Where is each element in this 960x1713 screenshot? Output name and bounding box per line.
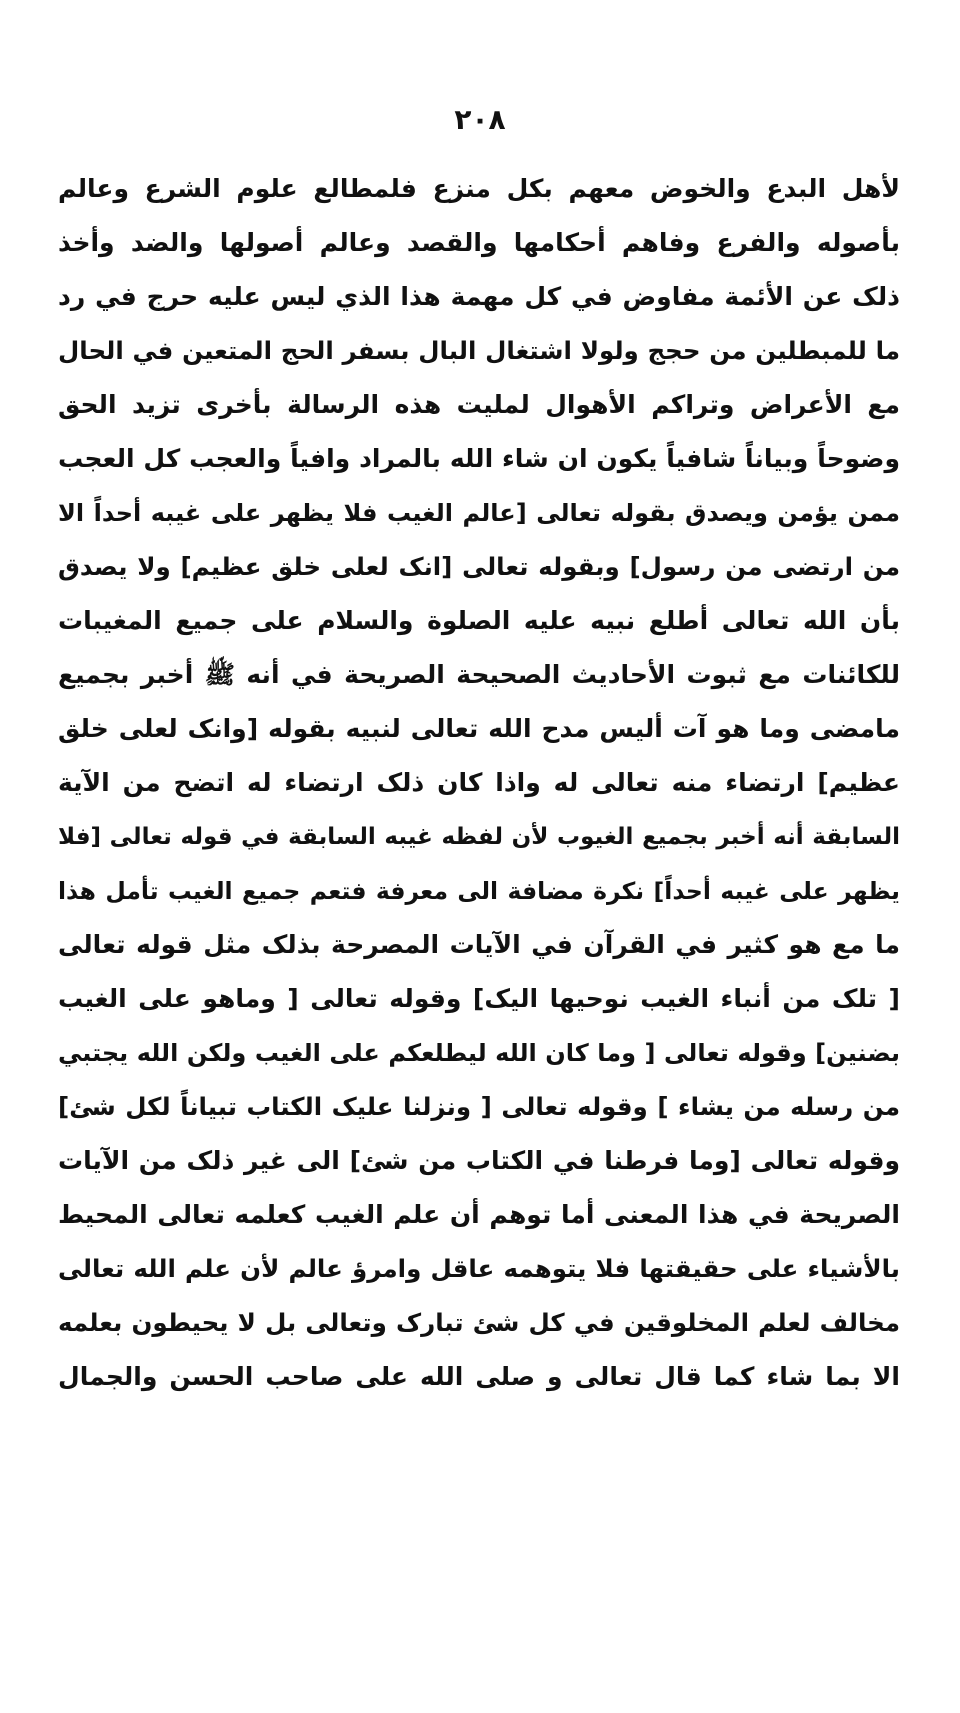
- text-line: عظيم] ارتضاء منه تعالى له واذا كان ذلک ارتضاء له اتضح من الآية: [58, 768, 900, 797]
- text-line: ذلک عن الأئمة مفاوض في كل مهمة هذا الذي ليس عليه حرج في رد: [58, 282, 900, 311]
- text-line: ممن يؤمن ويصدق بقوله تعالى [عالم الغيب فلا يظهر على غيبه أحداً الا: [58, 499, 900, 527]
- text-line: بأصوله والفرع وفاهم أحكامها والقصد وعالم أصولها والضد وأخذ: [58, 228, 900, 257]
- text-line: للكائنات مع ثبوت الأحاديث الصحيحة الصريحة في أنه ﷺ أخبر بجميع: [58, 660, 900, 689]
- text-line: يظهر على غيبه أحداً] نكرة مضافة الى معرفة فتعم جميع الغيب تأمل هذا: [58, 877, 900, 905]
- text-line: وقوله تعالى [وما فرطنا في الكتاب من شئ] الى غير ذلک من الآيات: [58, 1146, 900, 1175]
- page-number: ۲۰۸: [454, 103, 506, 136]
- body-text: [58, 162, 900, 1404]
- text-line: ما للمبطلين من حجج ولولا اشتغال البال بسفر الحج المتعين في الحال: [58, 336, 900, 365]
- text-line: من ارتضى من رسول] وبقوله تعالى [انک لعلى خلق عظيم] ولا يصدق: [58, 552, 900, 581]
- text-line: لأهل البدع والخوض معهم بكل منزع فلمطالع علوم الشرع وعالم: [58, 174, 900, 203]
- text-line: [ تلک من أنباء الغيب نوحيها اليک] وقوله تعالى [ وماهو على الغيب: [58, 984, 900, 1013]
- text-line: الا بما شاء كما قال تعالى و صلى الله على صاحب الحسن والجمال: [58, 1362, 900, 1391]
- text-line: ما مع هو كثير في القرآن في الآيات المصرحة بذلک مثل قوله تعالى: [58, 930, 900, 959]
- text-line: بضنين] وقوله تعالى [ وما كان الله ليطلعكم على الغيب ولكن الله يجتبي: [58, 1039, 900, 1067]
- text-line: بأن الله تعالى أطلع نبيه عليه الصلوة والسلام على جميع المغيبات: [58, 606, 900, 635]
- text-line: من رسله من يشاء ] وقوله تعالى [ ونزلنا عليک الكتاب تبياناً لكل شئ]: [58, 1092, 900, 1121]
- text-line: مامضى وما هو آت أليس مدح الله تعالى لنبيه بقوله [وانک لعلى خلق: [58, 714, 900, 743]
- text-line: بالأشياء على حقيقتها فلا يتوهمه عاقل وامرؤ عالم لأن علم الله تعالى: [58, 1254, 900, 1283]
- text-line: وضوحاً وبياناً شافياً يكون ان شاء الله بالمراد وافياً والعجب كل العجب: [58, 444, 900, 473]
- text-line: مخالف لعلم المخلوقين في كل شئ تبارک وتعالى بل لا يحيطون بعلمه: [58, 1308, 900, 1337]
- text-line: مع الأعراض وتراكم الأهوال لمليت هذه الرسالة بأخرى تزيد الحق: [58, 390, 900, 419]
- text-line: الصريحة في هذا المعنى أما توهم أن علم الغيب كعلمه تعالى المحيط: [58, 1200, 900, 1229]
- text-line: السابقة أنه أخبر بجميع الغيوب لأن لفظه غيبه السابقة في قوله تعالى [فلا: [58, 824, 900, 850]
